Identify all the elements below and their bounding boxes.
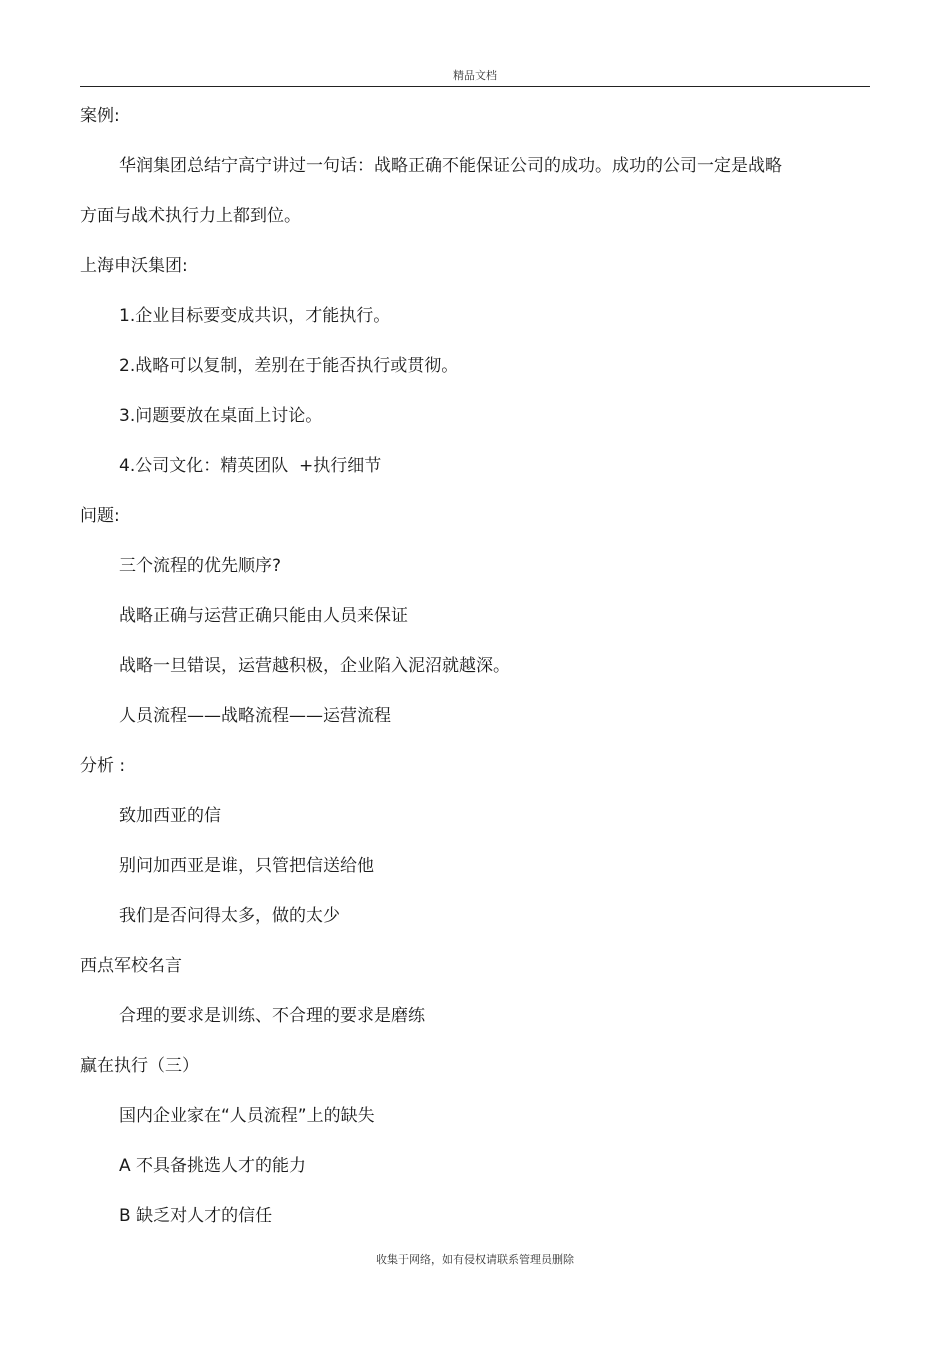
shenwo-item: 4.公司文化：精英团队 +执行细节 <box>119 456 382 476</box>
westpoint-heading: 西点军校名言 <box>80 956 182 976</box>
win-heading: 赢在执行（三） <box>80 1056 199 1076</box>
analysis-item: 我们是否问得太多，做的太少 <box>119 906 340 926</box>
question-item: 战略一旦错误，运营越积极，企业陷入泥沼就越深。 <box>119 656 510 676</box>
case-heading: 案例: <box>80 106 120 126</box>
question-item: 战略正确与运营正确只能由人员来保证 <box>119 606 408 626</box>
question-heading: 问题: <box>80 506 120 526</box>
question-item: 人员流程——战略流程——运营流程 <box>119 706 391 726</box>
shenwo-item: 3.问题要放在桌面上讨论。 <box>119 406 323 426</box>
page-footer-text: 收集于网络，如有侵权请联系管理员删除 <box>376 1253 574 1266</box>
analysis-item: 别问加西亚是谁，只管把信送给他 <box>119 856 374 876</box>
shenwo-item: 1.企业目标要变成共识，才能执行。 <box>119 306 391 326</box>
shenwo-item: 2.战略可以复制，差别在于能否执行或贯彻。 <box>119 356 459 376</box>
page-header-title: 精品文档 <box>453 69 497 82</box>
analysis-item: 致加西亚的信 <box>119 806 221 826</box>
question-item: 三个流程的优先顺序? <box>119 556 282 576</box>
win-item: 国内企业家在“人员流程”上的缺失 <box>119 1106 375 1126</box>
analysis-heading: 分析 : <box>80 756 126 776</box>
westpoint-item: 合理的要求是训练、不合理的要求是磨练 <box>119 1006 425 1026</box>
win-item: A 不具备挑选人才的能力 <box>119 1156 307 1176</box>
shenwo-heading: 上海申沃集团: <box>80 256 188 276</box>
header-divider <box>80 86 870 87</box>
case-quote-line-2: 方面与战术执行力上都到位。 <box>80 206 301 226</box>
case-quote-line-1: 华润集团总结宁高宁讲过一句话：战略正确不能保证公司的成功。成功的公司一定是战略 <box>119 156 782 176</box>
win-item: B 缺乏对人才的信任 <box>119 1206 273 1226</box>
